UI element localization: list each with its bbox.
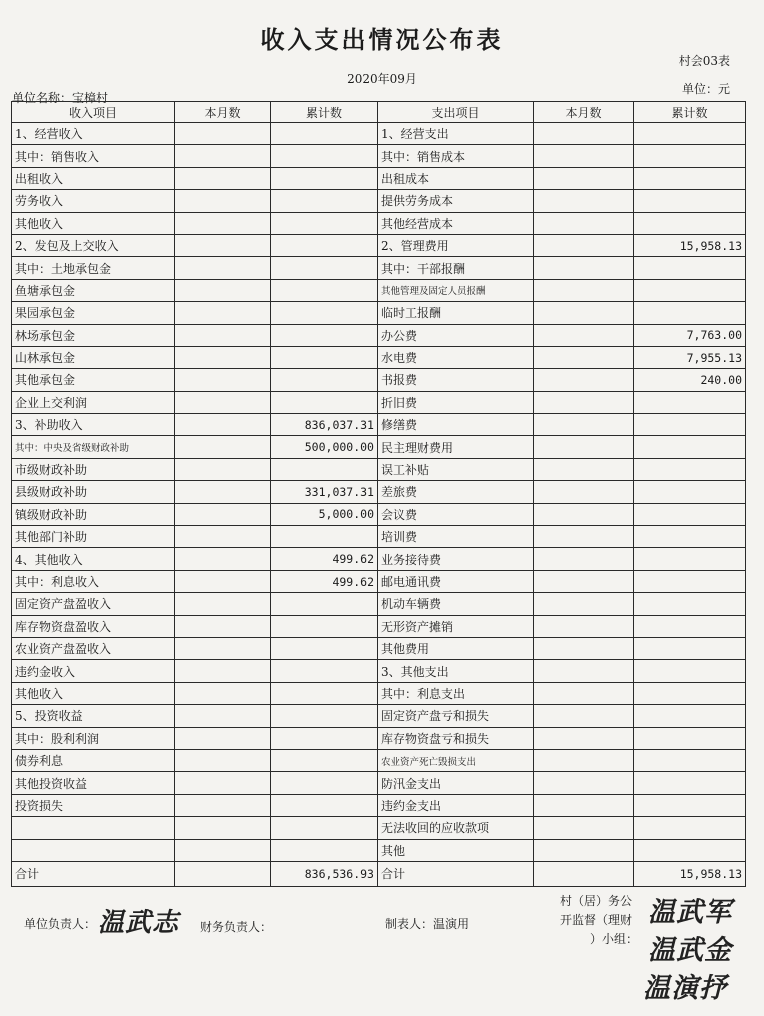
expense-cumulative-cell [634, 481, 746, 503]
table-row [12, 637, 746, 659]
income-cumulative-cell [271, 212, 378, 234]
income-cumulative-cell [271, 234, 378, 256]
income-item-cell: 其中：利息收入 [12, 570, 175, 592]
currency-unit: 单位：元 [681, 82, 730, 96]
member-signature-1: 温武军 [648, 897, 732, 928]
col-income-month: 本月数 [175, 102, 271, 123]
expense-month-cell [534, 682, 634, 704]
expense-cumulative-cell [634, 212, 746, 234]
income-month-cell [175, 794, 271, 816]
expense-item-cell: 固定资产盘亏和损失 [378, 705, 534, 727]
income-item-cell: 其他收入 [12, 682, 175, 704]
income-item-cell: 劳务收入 [12, 190, 175, 212]
table-row [12, 234, 746, 256]
expense-cumulative-cell [634, 548, 746, 570]
expense-cumulative-cell [634, 526, 746, 548]
income-item-cell: 出租收入 [12, 167, 175, 189]
table-row [12, 817, 746, 839]
income-item-cell: 林场承包金 [12, 324, 175, 346]
income-item-cell: 其中：中央及省级财政补助 [12, 436, 175, 458]
expense-cumulative-cell [634, 436, 746, 458]
income-cumulative-cell [271, 391, 378, 413]
table-row [12, 190, 746, 212]
expense-month-cell [534, 749, 634, 771]
income-cumulative-cell [271, 302, 378, 324]
expense-item-cell: 其他管理及固定人员报酬 [378, 279, 534, 301]
income-month-cell [175, 660, 271, 682]
finance-head-label: 财务负责人： [200, 920, 273, 934]
expense-month-cell [534, 279, 634, 301]
income-cumulative-cell [271, 593, 378, 615]
income-cumulative-cell [271, 749, 378, 771]
expense-item-cell: 1、经营支出 [378, 123, 534, 145]
income-item-cell: 投资损失 [12, 794, 175, 816]
income-month-cell [175, 526, 271, 548]
expense-month-cell [534, 145, 634, 167]
income-month-cell [175, 436, 271, 458]
expense-month-cell [534, 346, 634, 368]
expense-item-cell: 书报费 [378, 369, 534, 391]
expense-month-cell [534, 391, 634, 413]
expense-item-cell: 民主理财费用 [378, 436, 534, 458]
table-row [12, 839, 746, 861]
income-month-cell [175, 481, 271, 503]
expense-month-cell [534, 570, 634, 592]
income-cumulative-cell [271, 817, 378, 839]
expense-cumulative-cell [634, 772, 746, 794]
expense-month-cell [534, 234, 634, 256]
table-row [12, 570, 746, 592]
income-cumulative-cell [271, 637, 378, 659]
income-month-cell [175, 817, 271, 839]
expense-item-cell: 出租成本 [378, 167, 534, 189]
table-row [12, 436, 746, 458]
expense-cumulative-cell [634, 190, 746, 212]
income-cumulative-cell [271, 682, 378, 704]
expense-item-cell: 临时工报酬 [378, 302, 534, 324]
report-date: 2020年09月 [347, 72, 417, 86]
unit-head-signature: 温武志 [98, 908, 180, 938]
expense-item-cell: 其中：利息支出 [378, 682, 534, 704]
table-row [12, 705, 746, 727]
income-item-cell: 企业上交利润 [12, 391, 175, 413]
expense-cumulative-cell [634, 817, 746, 839]
supervision-label-1: 村（居）务公 [560, 894, 633, 908]
expense-item-cell: 提供劳务成本 [378, 190, 534, 212]
income-item-cell: 固定资产盘盈收入 [12, 593, 175, 615]
supervision-label-3: ）小组： [590, 932, 639, 946]
income-item-cell: 农业资产盘盈收入 [12, 637, 175, 659]
table-header-row [12, 102, 746, 123]
table-row [12, 548, 746, 570]
income-month-cell [175, 123, 271, 145]
expense-month-cell [534, 123, 634, 145]
income-cumulative-cell [271, 369, 378, 391]
expense-cumulative-cell: 7,763.00 [634, 324, 746, 346]
expense-item-cell: 误工补贴 [378, 458, 534, 480]
expense-cumulative-cell: 240.00 [634, 369, 746, 391]
income-cumulative-cell [271, 279, 378, 301]
table-row [12, 145, 746, 167]
expense-month-cell [534, 705, 634, 727]
total-expense-cumulative: 15,958.13 [634, 861, 746, 886]
table-row [12, 749, 746, 771]
expense-cumulative-cell [634, 302, 746, 324]
income-item-cell: 3、补助收入 [12, 414, 175, 436]
expense-month-cell [534, 660, 634, 682]
income-month-cell [175, 369, 271, 391]
expense-item-cell: 机动车辆费 [378, 593, 534, 615]
table-row [12, 257, 746, 279]
expense-month-cell [534, 839, 634, 861]
table-row [12, 279, 746, 301]
expense-cumulative-cell [634, 570, 746, 592]
income-item-cell: 其中：销售收入 [12, 145, 175, 167]
expense-item-cell: 无法收回的应收款项 [378, 817, 534, 839]
expense-item-cell: 防汛金支出 [378, 772, 534, 794]
income-month-cell [175, 727, 271, 749]
income-item-cell: 4、其他收入 [12, 548, 175, 570]
table-row [12, 458, 746, 480]
col-expense-month: 本月数 [534, 102, 634, 123]
total-income-cumulative: 836,536.93 [271, 861, 378, 886]
income-item-cell: 市级财政补助 [12, 458, 175, 480]
expense-cumulative-cell [634, 503, 746, 525]
expense-item-cell: 其中：干部报酬 [378, 257, 534, 279]
income-cumulative-cell: 331,037.31 [271, 481, 378, 503]
table-row [12, 481, 746, 503]
income-month-cell [175, 615, 271, 637]
expense-cumulative-cell [634, 682, 746, 704]
income-cumulative-cell [271, 145, 378, 167]
income-cumulative-cell [271, 839, 378, 861]
income-cumulative-cell [271, 324, 378, 346]
unit-head-label: 单位负责人： [24, 917, 97, 931]
page-title: 收入支出情况公布表 [260, 25, 504, 54]
col-expense-item: 支出项目 [378, 102, 534, 123]
expense-month-cell [534, 414, 634, 436]
expense-month-cell [534, 794, 634, 816]
total-income-month [175, 861, 271, 886]
table-row [12, 593, 746, 615]
income-month-cell [175, 749, 271, 771]
income-month-cell [175, 593, 271, 615]
expense-cumulative-cell [634, 615, 746, 637]
table-row [12, 526, 746, 548]
expense-item-cell: 差旅费 [378, 481, 534, 503]
expense-month-cell [534, 481, 634, 503]
table-row [12, 167, 746, 189]
expense-item-cell: 办公费 [378, 324, 534, 346]
table-row [12, 123, 746, 145]
income-item-cell: 其他收入 [12, 212, 175, 234]
preparer-label: 制表人：温演用 [385, 917, 470, 931]
member-signature-2: 温武金 [648, 935, 732, 966]
expense-cumulative-cell [634, 458, 746, 480]
expense-item-cell: 3、其他支出 [378, 660, 534, 682]
income-month-cell [175, 346, 271, 368]
expense-cumulative-cell [634, 414, 746, 436]
expense-item-cell: 业务接待费 [378, 548, 534, 570]
income-month-cell [175, 503, 271, 525]
income-cumulative-cell [271, 257, 378, 279]
expense-cumulative-cell [634, 123, 746, 145]
income-cumulative-cell [271, 458, 378, 480]
income-item-cell: 库存物资盘盈收入 [12, 615, 175, 637]
expense-item-cell: 2、管理费用 [378, 234, 534, 256]
income-cumulative-cell [271, 526, 378, 548]
income-month-cell [175, 302, 271, 324]
total-label-expense: 合计 [378, 861, 534, 886]
unit-name: 单位名称：宝樟村 [12, 91, 109, 105]
expense-cumulative-cell [634, 705, 746, 727]
income-item-cell [12, 839, 175, 861]
income-item-cell: 1、经营收入 [12, 123, 175, 145]
income-month-cell [175, 414, 271, 436]
expense-cumulative-cell [634, 637, 746, 659]
expense-item-cell: 水电费 [378, 346, 534, 368]
expense-cumulative-cell [634, 145, 746, 167]
expense-cumulative-cell [634, 257, 746, 279]
income-item-cell: 其他部门补助 [12, 526, 175, 548]
income-cumulative-cell [271, 660, 378, 682]
income-month-cell [175, 705, 271, 727]
income-item-cell: 鱼塘承包金 [12, 279, 175, 301]
expense-month-cell [534, 190, 634, 212]
income-cumulative-cell [271, 615, 378, 637]
income-cumulative-cell [271, 727, 378, 749]
table-row [12, 660, 746, 682]
expense-cumulative-cell [634, 727, 746, 749]
table-row [12, 682, 746, 704]
total-row [12, 861, 746, 886]
total-label-income: 合计 [12, 861, 175, 886]
expense-item-cell: 其他经营成本 [378, 212, 534, 234]
col-income-item: 收入项目 [12, 102, 175, 123]
col-income-cumulative: 累计数 [271, 102, 378, 123]
expense-cumulative-cell [634, 593, 746, 615]
income-month-cell [175, 234, 271, 256]
total-expense-month [534, 861, 634, 886]
expense-item-cell: 其中：销售成本 [378, 145, 534, 167]
income-month-cell [175, 190, 271, 212]
expense-cumulative-cell: 7,955.13 [634, 346, 746, 368]
table-body [12, 123, 746, 862]
expense-month-cell [534, 324, 634, 346]
expense-cumulative-cell [634, 660, 746, 682]
table-row [12, 346, 746, 368]
income-cumulative-cell [271, 167, 378, 189]
income-item-cell: 果园承包金 [12, 302, 175, 324]
income-item-cell: 县级财政补助 [12, 481, 175, 503]
expense-cumulative-cell [634, 749, 746, 771]
table-row [12, 212, 746, 234]
expense-item-cell: 邮电通讯费 [378, 570, 534, 592]
expense-month-cell [534, 167, 634, 189]
expense-item-cell: 无形资产摊销 [378, 615, 534, 637]
income-month-cell [175, 570, 271, 592]
expense-cumulative-cell [634, 279, 746, 301]
col-expense-cumulative: 累计数 [634, 102, 746, 123]
income-item-cell: 其他投资收益 [12, 772, 175, 794]
expense-item-cell: 违约金支出 [378, 794, 534, 816]
expense-month-cell [534, 526, 634, 548]
expense-item-cell: 会议费 [378, 503, 534, 525]
income-month-cell [175, 212, 271, 234]
expense-item-cell: 农业资产死亡毁损支出 [378, 749, 534, 771]
income-item-cell: 山林承包金 [12, 346, 175, 368]
income-item-cell: 镇级财政补助 [12, 503, 175, 525]
income-cumulative-cell [271, 794, 378, 816]
expense-item-cell: 其他费用 [378, 637, 534, 659]
income-item-cell: 债券利息 [12, 749, 175, 771]
income-cumulative-cell: 499.62 [271, 570, 378, 592]
income-month-cell [175, 839, 271, 861]
expense-item-cell: 折旧费 [378, 391, 534, 413]
income-month-cell [175, 279, 271, 301]
income-cumulative-cell [271, 772, 378, 794]
expense-month-cell [534, 369, 634, 391]
income-item-cell: 2、发包及上交收入 [12, 234, 175, 256]
expense-month-cell [534, 257, 634, 279]
expense-month-cell [534, 302, 634, 324]
income-item-cell: 5、投资收益 [12, 705, 175, 727]
income-expense-table [11, 101, 746, 887]
income-item-cell: 违约金收入 [12, 660, 175, 682]
table-row [12, 369, 746, 391]
expense-month-cell [534, 548, 634, 570]
income-cumulative-cell: 499.62 [271, 548, 378, 570]
table-row [12, 727, 746, 749]
income-month-cell [175, 637, 271, 659]
form-code: 村会03表 [678, 54, 730, 68]
income-cumulative-cell [271, 705, 378, 727]
income-month-cell [175, 682, 271, 704]
income-cumulative-cell: 836,037.31 [271, 414, 378, 436]
expense-month-cell [534, 212, 634, 234]
income-item-cell [12, 817, 175, 839]
expense-month-cell [534, 727, 634, 749]
income-cumulative-cell [271, 190, 378, 212]
table-row [12, 772, 746, 794]
income-item-cell: 其中：土地承包金 [12, 257, 175, 279]
expense-month-cell [534, 436, 634, 458]
table-row [12, 324, 746, 346]
expense-month-cell [534, 458, 634, 480]
expense-item-cell: 库存物资盘亏和损失 [378, 727, 534, 749]
table-row [12, 503, 746, 525]
income-item-cell: 其他承包金 [12, 369, 175, 391]
income-cumulative-cell: 500,000.00 [271, 436, 378, 458]
expense-cumulative-cell [634, 839, 746, 861]
member-signature-3: 温演抒 [643, 973, 727, 1004]
expense-item-cell: 修缮费 [378, 414, 534, 436]
expense-cumulative-cell [634, 391, 746, 413]
table-row [12, 794, 746, 816]
expense-cumulative-cell [634, 167, 746, 189]
income-cumulative-cell [271, 123, 378, 145]
income-month-cell [175, 145, 271, 167]
expense-month-cell [534, 615, 634, 637]
expense-item-cell: 培训费 [378, 526, 534, 548]
expense-month-cell [534, 637, 634, 659]
income-month-cell [175, 772, 271, 794]
income-month-cell [175, 324, 271, 346]
income-month-cell [175, 391, 271, 413]
expense-month-cell [534, 817, 634, 839]
table-row [12, 391, 746, 413]
income-month-cell [175, 548, 271, 570]
income-cumulative-cell [271, 346, 378, 368]
expense-month-cell [534, 503, 634, 525]
table-row [12, 615, 746, 637]
income-month-cell [175, 257, 271, 279]
income-month-cell [175, 167, 271, 189]
expense-cumulative-cell [634, 794, 746, 816]
income-item-cell: 其中：股利利润 [12, 727, 175, 749]
income-month-cell [175, 458, 271, 480]
income-cumulative-cell: 5,000.00 [271, 503, 378, 525]
expense-cumulative-cell: 15,958.13 [634, 234, 746, 256]
expense-item-cell: 其他 [378, 839, 534, 861]
table-row [12, 414, 746, 436]
supervision-label-2: 开监督（理财 [560, 913, 633, 927]
expense-month-cell [534, 593, 634, 615]
table-row [12, 302, 746, 324]
expense-month-cell [534, 772, 634, 794]
